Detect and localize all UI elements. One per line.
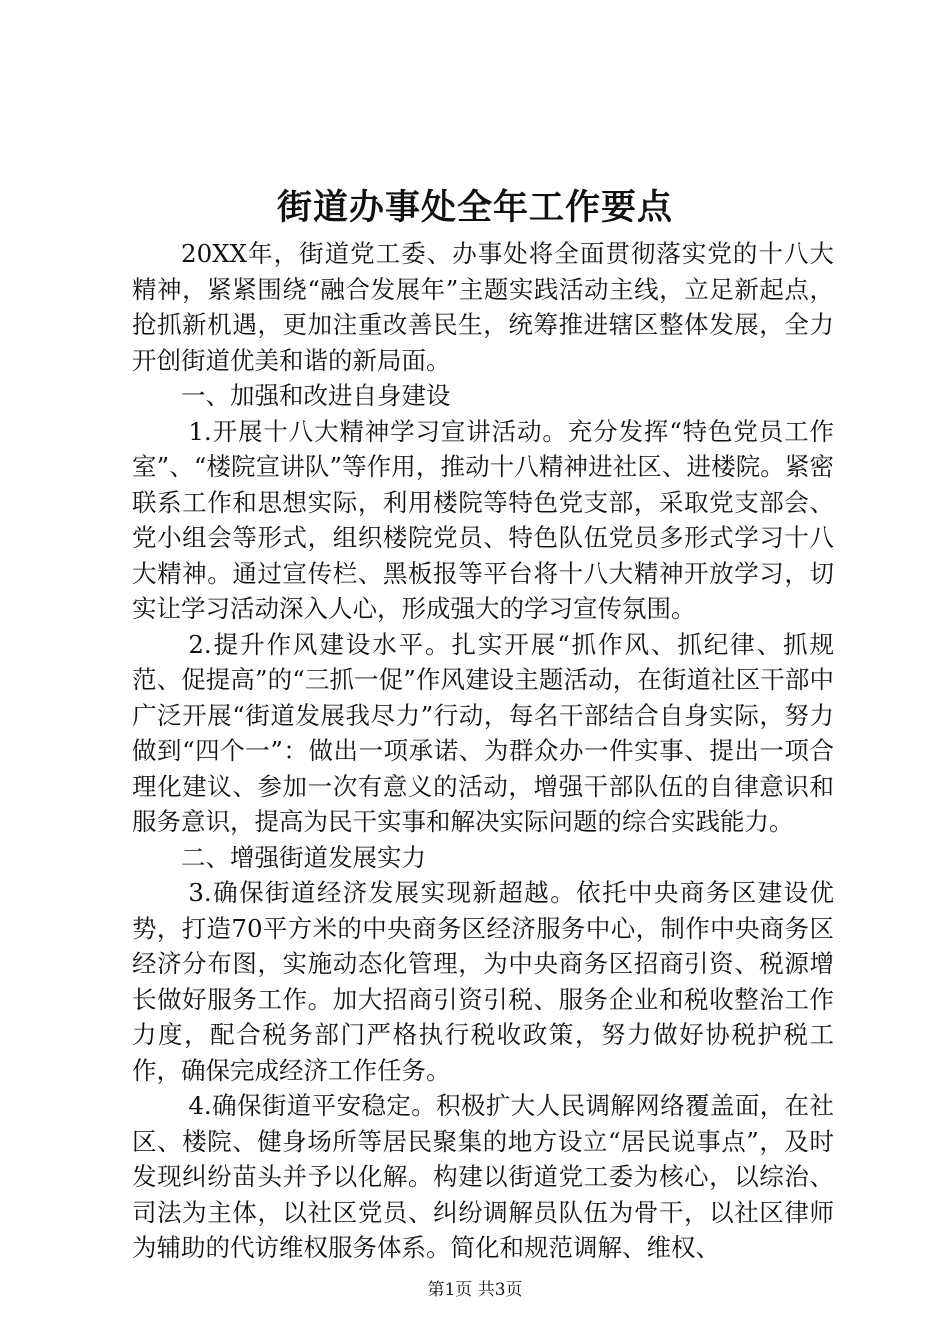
document-title: 街道办事处全年工作要点 [276,187,673,228]
section-heading-1: 一、加强和改进自身建设 [181,381,451,410]
section-heading-2: 二、增强街道发展实力 [181,842,426,872]
document-body [132,236,834,1266]
item-paragraph-2: 2.提升作风建设水平。扎实开展“抓作风、抓纪律、抓规范、促提高”的“三抓一促”作风建设主题活动，在街道社区干部中广泛开展“街道发展我尽力”行动，每名干部结合自身实际，努力做到“四个一”：做出一项承诺、为群众办一件实事、提出一项合理化建议、参加一次有意义的活动，增强干部队伍的自律意识和服务意识，提高为民干实事和解决实际问题的综合实践能力。 [132,629,834,836]
page-footer: 第1页 共3页 [427,1280,523,1300]
item-paragraph-3: 3.确保街道经济发展实现新超越。依托中央商务区建设优势，打造70平方米的中央商务区经济服务中心，制作中央商务区经济分布图，实施动态化管理，为中央商务区招商引资、税源增长做好服务工作。加大招商引资引税、服务企业和税收整治工作力度，配合税务部门严格执行税收政策，努力做好协税护税工作，确保完成经济工作任务。 [132,878,834,1085]
item-paragraph-4: 4.确保街道平安稳定。积极扩大人民调解网络覆盖面，在社区、楼院、健身场所等居民聚集的地方设立“居民说事点”，及时发现纠纷苗头并予以化解。构建以街道党工委为核心，以综治、司法为主体，以社区党员、纠纷调解员队伍为骨干，以社区律师为辅助的代访维权服务体系。简化和规范调解、维权、 [132,1091,834,1262]
intro-paragraph: 20XX年，街道党工委、办事处将全面贯彻落实党的十八大精神，紧紧围绕“融合发展年”主题实践活动主线，立足新起点，抢抓新机遇，更加注重改善民生，统筹推进辖区整体发展，全力开创街道优美和谐的新局面。 [132,239,834,375]
item-paragraph-1: 1.开展十八大精神学习宣讲活动。充分发挥“特色党员工作室”、“楼院宣讲队”等作用，推动十八精神进社区、进楼院。紧密联系工作和思想实际，利用楼院等特色党支部，采取党支部会、党小组会等形式，组织楼院党员、特色队伍党员多形式学习十八大精神。通过宣传栏、黑板报等平台将十八大精神开放学习，切实让学习活动深入人心，形成强大的学习宣传氛围。 [132,416,834,623]
